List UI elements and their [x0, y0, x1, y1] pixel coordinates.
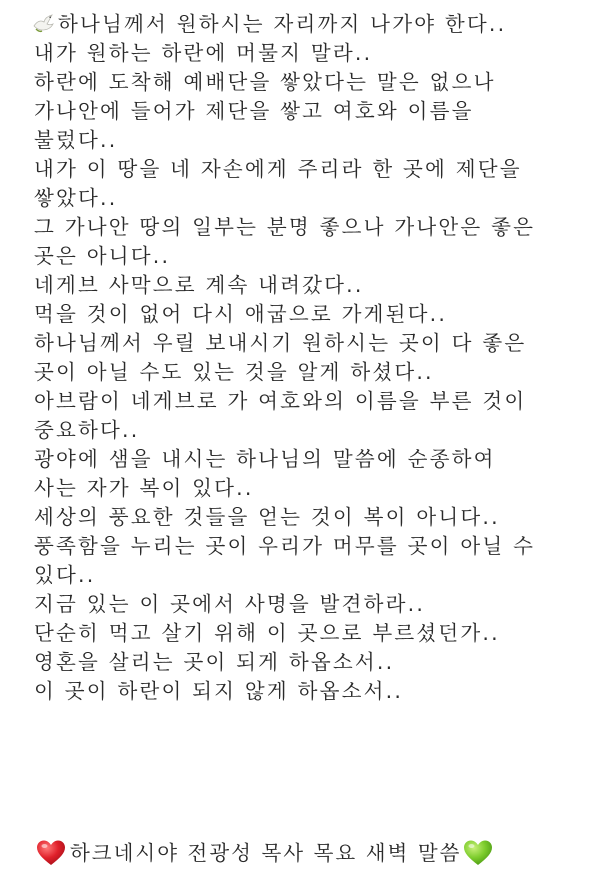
note-line-2: 내가 원하는 하란에 머물지 말라.. — [34, 41, 373, 65]
note-line-7: 쌓았다.. — [34, 186, 118, 210]
sermon-note — [34, 10, 584, 706]
note-line-text: 하나님께서 원하시는 자리까지 나가야 한다.. — [58, 12, 507, 36]
note-line-4: 가나안에 들어가 제단을 쌓고 여호와 이름을 — [34, 99, 474, 123]
sermon-attribution — [36, 838, 493, 868]
note-line-8: 그 가나안 땅의 일부는 분명 좋으나 가나안은 좋은 — [34, 215, 536, 239]
note-line-1 — [34, 10, 584, 39]
note-line-3: 하란에 도착해 예배단을 쌓았다는 말은 없으나 — [34, 70, 496, 94]
note-line-6: 내가 이 땅을 네 자손에게 주리라 한 곳에 제단을 — [34, 157, 522, 181]
note-line-21: 지금 있는 이 곳에서 사명을 발견하라.. — [34, 592, 426, 616]
note-line-23: 영혼을 살리는 곳이 되게 하옵소서.. — [34, 650, 395, 674]
note-line-19: 풍족함을 누리는 곳이 우리가 머무를 곳이 아닐 수 — [34, 534, 536, 558]
note-line-17: 사는 자가 복이 있다.. — [34, 476, 254, 500]
note-line-5: 불렀다.. — [34, 128, 118, 152]
note-line-20: 있다.. — [34, 563, 96, 587]
note-line-10: 네게브 사막으로 계속 내려갔다.. — [34, 273, 364, 297]
note-line-18: 세상의 풍요한 것들을 얻는 것이 복이 아니다.. — [34, 505, 500, 529]
dove-icon — [32, 14, 54, 34]
note-line-22: 단순히 먹고 살기 위해 이 곳으로 부르셨던가.. — [34, 621, 500, 645]
red-heart-icon — [36, 839, 66, 867]
note-line-12: 하나님께서 우릴 보내시기 원하시는 곳이 다 좋은 — [34, 331, 527, 355]
note-line-16: 광야에 샘을 내시는 하나님의 말씀에 순종하여 — [34, 447, 496, 471]
note-line-15: 중요하다.. — [34, 418, 140, 442]
note-line-9: 곳은 아니다.. — [34, 244, 171, 268]
attribution-text: 하크네시야 전광성 목사 목요 새벽 말씀 — [70, 841, 462, 865]
green-heart-icon — [463, 839, 493, 867]
note-line-13: 곳이 아닐 수도 있는 것을 알게 하셨다.. — [34, 360, 434, 384]
note-line-11: 먹을 것이 없어 다시 애굽으로 가게된다.. — [34, 302, 448, 326]
note-line-14: 아브람이 네게브로 가 여호와의 이름을 부른 것이 — [34, 389, 527, 413]
note-line-24: 이 곳이 하란이 되지 않게 하옵소서.. — [34, 679, 404, 703]
